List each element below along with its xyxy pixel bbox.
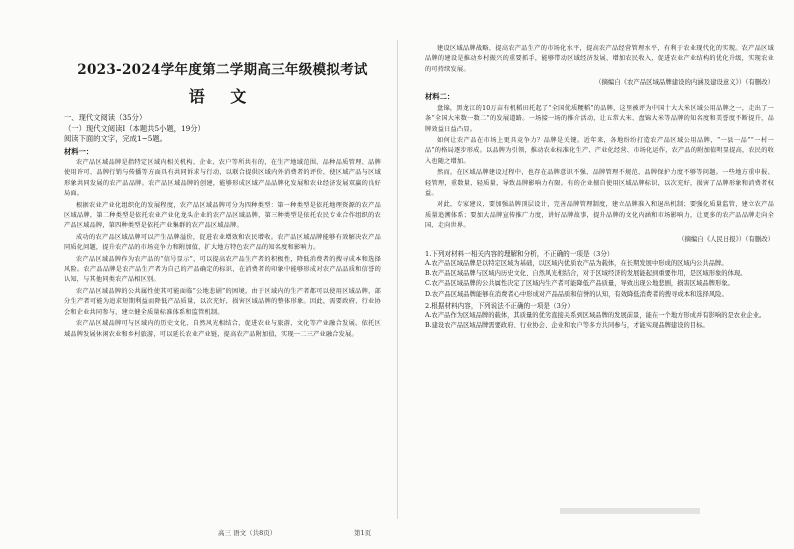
paragraph: 农产品区域品牌可与区域内的历史文化、自然风光相结合，促进农业与旅游、文化等产业融合发展。依托区域品牌发展休闲农业和乡村旅游，可以延长农业产业链，提高农产品附加值，实现一二三产业融合发展。 [64, 320, 381, 338]
footer-page-number: 第1页 [354, 529, 372, 537]
question-option: A.农产品作为区域品牌的载体，其质量的优劣直接关系到区域品牌的发展前景，能在一个地方形成并有影响的是农业企业。 [425, 312, 766, 320]
redaction-bar [560, 508, 700, 514]
paragraph: 根据农业产业化组织化的发展程度，农产品区域品牌可分为四种类型：第一种类型是依托地理资源的农产品区域品牌，第二种类型是依托农业产业化龙头企业的农产品区域品牌，第三种类型是依托农民专业合作组织的农产品区域品牌，第四种类型是依托产业集群的农产品区域品牌。 [64, 201, 381, 230]
right-column [397, 0, 794, 549]
paragraph: 农产品区域品牌作为农产品的“信号显示”，可以提高农产品生产者的积极性，降低消费者的搜寻成本和选择风险。农产品品牌是农产品生产者为自己的产品确定的标识，在消费者的印象中能够形成对农产品品质和信誉的认知，与其他同类农产品相区别。 [64, 255, 381, 284]
question-option: C.农产品区域品牌的公共属性决定了区域内生产者可能降低产品质量，导致出现公地悲剧，损害区域品牌形象。 [425, 280, 734, 288]
source-citation: （摘编自《农产品区域品牌建设的内涵及建设意义》）（有删改） [595, 78, 774, 87]
paragraph: 如何让农产品在市场上更具竞争力？品牌是关键。近年来，各地纷纷打造农产品区域公用品牌，“一县一品”“一村一品”的格局逐步形成。以品牌为引领，推动农业标准化生产、产业化经营、市场化运作，农产品的附加值明显提高，农民的收入也随之增加。 [425, 136, 774, 165]
paragraph: 农产品区域品牌是指特定区域内相关机构、企业、农户等所共有的，在生产地域范围、品种品质管理、品牌使用许可、品牌行销与传播等方面具有共同诉求与行动，以联合提供区域内外消费者的评价，使区域产品与区域形象共同发展的农产品品牌。农产品区域品牌的创建，能够形成区域产品品牌化发展和农业经济发展双赢的良好局面。 [64, 159, 381, 198]
instruction: 阅读下面的文字，完成1~5题。 [64, 134, 167, 143]
subsection-heading: （一）现代文阅读Ⅰ（本题共5小题，19分） [64, 123, 205, 133]
paragraph: 建设区域品牌战略，提高农产品生产的市场化水平，提高农产品经营管理水平，有利于农业现代化的实现。农产品区域品牌的建设是推动乡村振兴的重要抓手，能够带动区域经济发展，增加农民收入，促进农业产业结构的优化升级，实现农业的可持续发展。 [425, 45, 774, 73]
question-option: A.农产品区域品牌是以特定区域为基础，以区域内优质农产品为载体，在长期发展中形成的区域内公共品牌。 [425, 260, 728, 267]
subject-title: 语 文 [188, 87, 257, 106]
material-label: 材料二： [425, 92, 455, 102]
question-option: B.农产品区域品牌与区域内历史文化、自然风光相结合，对于区域经济的发展能起到重要作用，是区域形象的体现。 [425, 270, 747, 278]
section-heading: 一、现代文阅读（35分） [64, 113, 147, 122]
source-citation: （摘编自《人民日报》）（有删改） [678, 234, 774, 243]
paragraph: 然而，在区域品牌建设过程中，也存在品牌意识不强、品牌管理不规范、品牌保护力度不够等问题。一些地方重申报、轻管理，重数量、轻质量，导致品牌影响力有限。有的企业擅自使用区域品牌标识，以次充好，损害了品牌形象和消费者权益。 [425, 169, 774, 197]
paragraph: 对此，专家建议，要加强品牌顶层设计，完善品牌管理制度，建立品牌准入和退出机制；要强化质量监管，建立农产品质量追溯体系；要加大品牌宣传推广力度，讲好品牌故事，提升品牌的文化内涵和市场影响力，让更多的农产品品牌走向全国、走向世界。 [425, 201, 774, 230]
question-option: B.建设农产品区域品牌需要政府、行业协会、企业和农户等多方共同参与，才能实现品牌建设的目标。 [425, 322, 709, 330]
question-option: D.农产品区域品牌能够在消费者心中形成对产品品质和信誉的认知，有效降低消费者的搜寻成本和选择风险。 [425, 290, 728, 298]
footer-left: 高三 语文（共8页） [218, 529, 277, 537]
paragraph: 农产品区域品牌的公共属性使其可能面临“公地悲剧”的困境。由于区域内的生产者都可以使用区域品牌，部分生产者可能为追求短期利益而降低产品质量，以次充好，损害区域品牌的整体形象。因此，需要政府、行业协会和企业共同参与，建立健全质量标准体系和监管机制。 [64, 287, 381, 316]
material-label: 材料一： [64, 146, 94, 156]
question-stem: 1.下列对材料一相关内容的理解和分析，不正确的一项是（3分） [425, 249, 614, 258]
paragraph: 成功的农产品区域品牌可以产生品牌溢价，促进农业增效和农民增收。农产品区域品牌能够有效解决农产品同质化问题，提升农产品的市场竞争力和附加值，扩大地方特色农产品的知名度和影响力。 [64, 233, 381, 252]
paragraph: 盘锦，黑龙江的10万亩有机稻田托起了“全国优质粳稻”的品牌，这里被评为中国十大大米区域公用品牌之一，走出了一条“全国大米数一数二”的发展道路。一场接一场的推介活动，让五常大米、盘锦大米等品牌的知名度和美誉度不断提升，品牌效益日益凸显。 [425, 104, 774, 133]
exam-title: 2023-2024学年度第二学期高三年级模拟考试 [77, 62, 368, 78]
question-stem: 2.根据材料内容，下列说法不正确的一项是（3分） [425, 301, 574, 310]
